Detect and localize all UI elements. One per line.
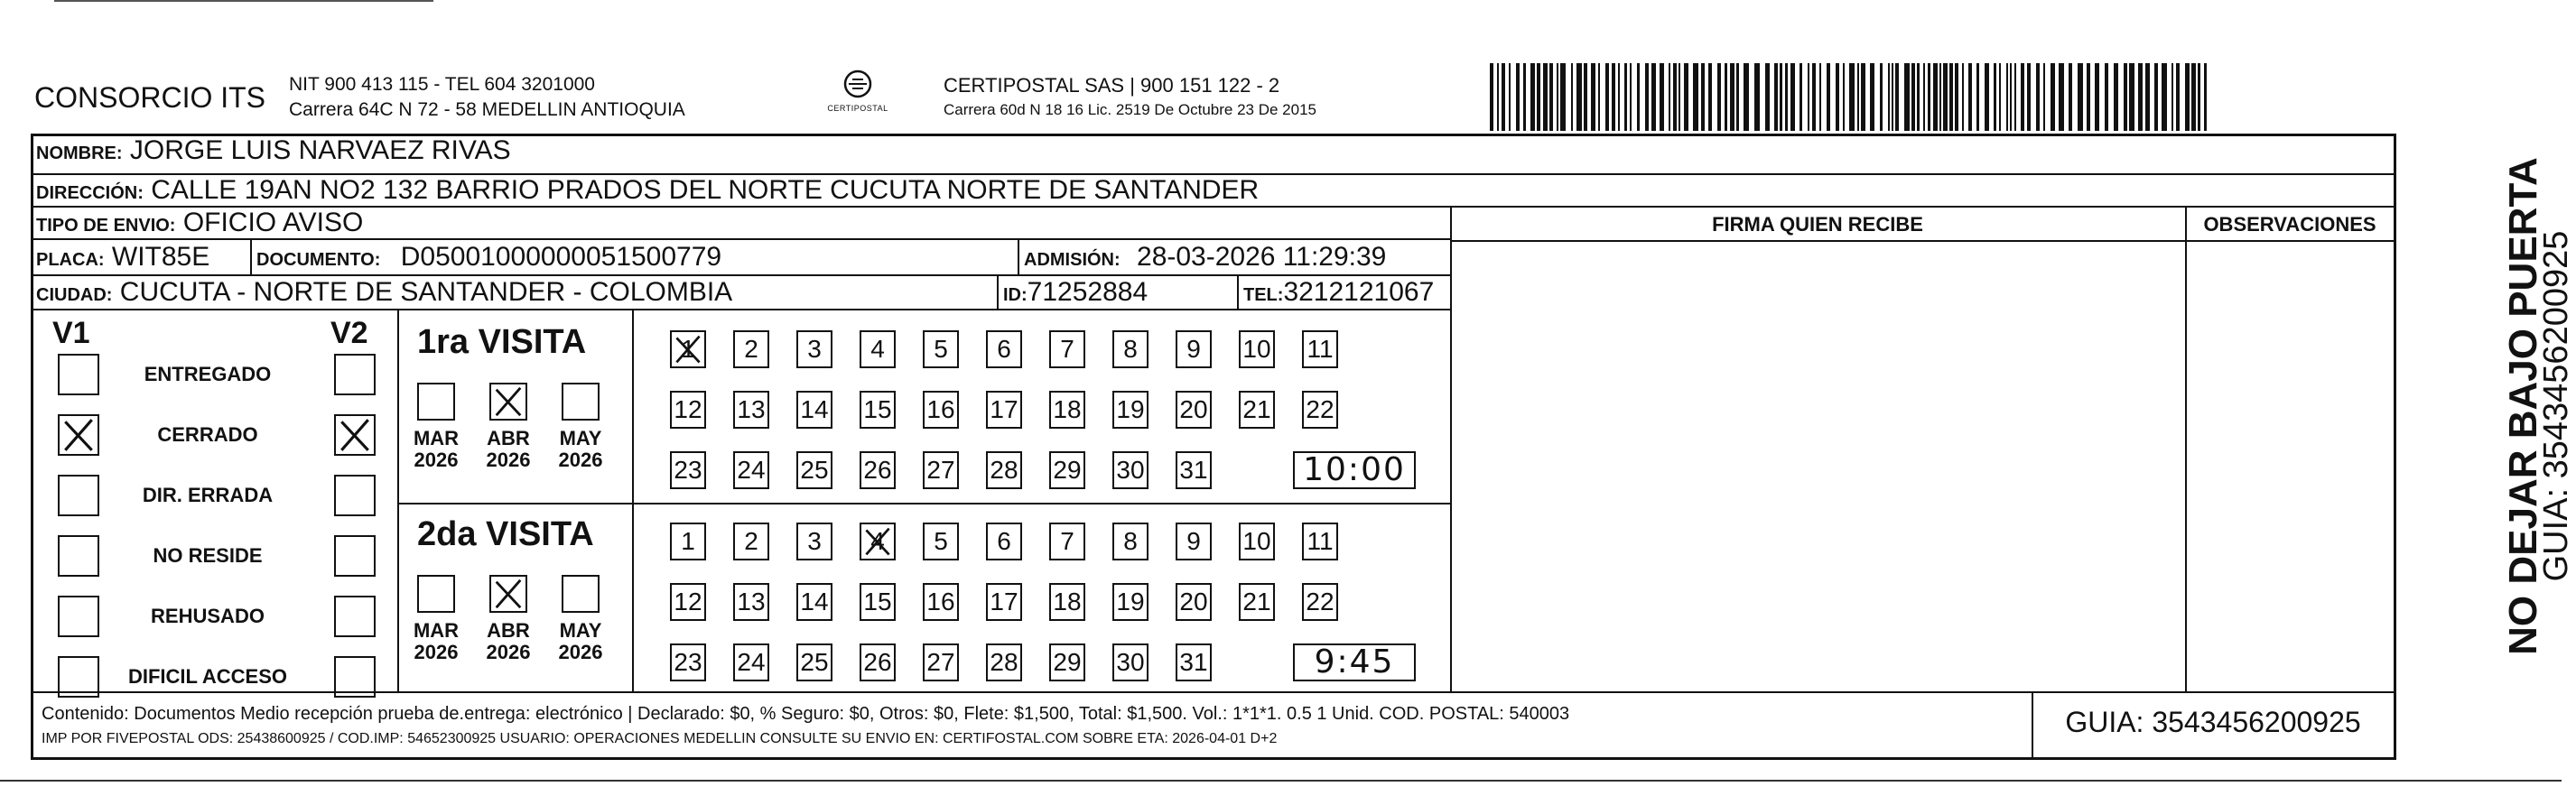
row-tipo [31,208,1452,240]
id [1003,277,1148,310]
barcode-bar [1584,63,1587,131]
divider [397,503,1452,504]
day-box[interactable]: 12 [670,583,706,621]
day-box[interactable]: 5 [923,523,959,560]
barcode-bar [2014,63,2016,131]
nit-line: NIT 900 413 115 - TEL 604 3201000 [289,74,595,95]
day-box[interactable]: 30 [1112,643,1149,681]
day-box[interactable]: 27 [923,451,959,489]
barcode-bar [1679,63,1680,131]
barcode-bar [1576,63,1582,131]
documento [256,242,721,275]
divider [997,276,999,309]
footer-content: Contenido: Documentos Medio recepción prueba de.entrega: electrónico | Declarado: $0, % Seguro: $0, Otros: $0, Flete: $1,500, Total: $1,500. Vol.: 1*1*1. 0.5 1 Unid. COD. POSTAL: 540003 [42,704,1570,724]
barcode-bar [2087,63,2090,131]
barcode-bar [1870,63,1874,131]
barcode-bar [1976,63,1979,131]
barcode-bar [2036,63,2040,131]
barcode-bar [1523,63,1526,131]
barcode-bar [1849,63,1855,131]
day-box[interactable]: 23 [670,643,706,681]
month-checkbox[interactable] [417,383,455,421]
day-box[interactable]: 24 [733,451,769,489]
footer-guia: GUIA: 3543456200925 [2065,706,2361,738]
barcode-bar [1943,63,1948,131]
barcode-bar [1843,63,1845,131]
barcode-bar [1939,63,1941,131]
day-box[interactable]: 25 [796,643,832,681]
tipo-label: TIPO DE ENVIO: [36,216,176,236]
v2-label: V2 [330,316,368,350]
month-checkbox[interactable] [489,383,527,421]
barcode-bar [1637,63,1640,131]
barcode-bar [2138,63,2143,131]
barcode-bar [1812,63,1816,131]
day-box[interactable]: 21 [1239,583,1275,621]
month-label: MAR 2026 [413,427,460,471]
status-label: DIR. ERRADA [142,484,274,506]
barcode-bar [2059,63,2064,131]
barcode-bar [2027,63,2031,131]
barcode-bar [2078,63,2083,131]
barcode-bar [1557,63,1558,131]
side-no-dejar: NO DEJAR BAJO PUERTA [2501,157,2545,655]
day-box[interactable]: 13 [733,391,769,429]
check-mark-icon [491,577,525,611]
ciudad-label: CIUDAD: [36,285,113,305]
barcode-bar [2010,63,2012,131]
barcode-bar [1968,63,1972,131]
divider [250,240,252,274]
day-box[interactable]: 12 [670,391,706,429]
row-placa [31,240,1452,276]
day-box[interactable]: 26 [860,451,896,489]
barcode-bar [1571,63,1573,131]
certipostal-license: Carrera 60d N 18 16 Lic. 2519 De Octubre 23 De 2015 [944,101,1316,118]
barcode-bar [1754,63,1760,131]
visit-title: 1ra VISITA [417,323,587,361]
day-box[interactable]: 8 [1112,330,1149,368]
barcode-bar [2114,63,2118,131]
day-box[interactable]: 27 [923,643,959,681]
barcode-bar [1933,63,1938,131]
barcode-bar [1765,63,1770,131]
status-v2-checkbox[interactable] [334,475,376,516]
status-v2-checkbox[interactable] [334,354,376,395]
barcode-bar [2204,63,2207,131]
barcode [1490,63,2212,131]
check-mark-icon [861,524,894,559]
barcode-bar [2021,63,2024,131]
day-box[interactable]: 20 [1176,583,1212,621]
day-box[interactable]: 17 [986,583,1022,621]
divider [31,691,2396,693]
row-nombre [31,135,2396,175]
day-box[interactable]: 14 [796,583,832,621]
barcode-bar [1693,63,1698,131]
barcode-bar [1605,63,1609,131]
barcode-bar [1949,63,1953,131]
barcode-bar [1904,63,1910,131]
month-label: MAR 2026 [413,619,460,663]
barcode-bar [1490,63,1493,131]
day-box[interactable]: 9 [1176,330,1212,368]
barcode-bar [1673,63,1677,131]
placa [36,242,209,275]
barcode-bar [1497,63,1499,131]
company-address: Carrera 64C N 72 - 58 MEDELLIN ANTIOQUIA [289,99,685,120]
month-label: ABR 2026 [486,619,531,663]
documento-value: D05001000000051500779 [400,242,722,272]
barcode-bar [1660,63,1664,131]
direccion-label: DIRECCIÓN: [36,183,144,203]
day-box[interactable]: 16 [923,391,959,429]
day-box[interactable]: 1 [670,523,706,560]
status-v2-checkbox[interactable] [334,535,376,577]
barcode-bar [2176,63,2180,131]
barcode-bar [1857,63,1859,131]
barcode-bar [1880,63,1883,131]
day-box[interactable]: 8 [1112,523,1149,560]
day-box[interactable]: 17 [986,391,1022,429]
day-box[interactable]: 28 [986,643,1022,681]
row-direccion [31,175,2396,208]
barcode-bar [1645,63,1649,131]
ciudad [36,277,732,310]
status-label: ENTREGADO [144,363,272,385]
barcode-bar [1624,63,1627,131]
day-box[interactable]: 7 [1049,523,1085,560]
ciudad-value: CUCUTA - NORTE DE SANTANDER - COLOMBIA [119,277,733,307]
firma-header: FIRMA QUIEN RECIBE [1712,213,1923,236]
barcode-bar [1917,63,1920,131]
v1-label: V1 [52,316,90,350]
nombre-label: NOMBRE: [36,143,123,163]
day-box[interactable]: 30 [1112,451,1149,489]
barcode-bar [2162,63,2167,131]
day-box[interactable]: 11 [1302,330,1338,368]
day-box[interactable]: 5 [923,330,959,368]
tipo-value: OFICIO AVISO [182,208,364,237]
day-box[interactable]: 29 [1049,643,1085,681]
barcode-bar [1928,63,1930,131]
barcode-bar [1892,63,1893,131]
day-box[interactable]: 15 [860,583,896,621]
day-box[interactable]: 11 [1302,523,1338,560]
placa-value: WIT85E [111,242,210,272]
day-box[interactable]: 7 [1049,330,1085,368]
barcode-bar [2185,63,2190,131]
tel [1243,277,1434,310]
barcode-bar [1730,63,1734,131]
status-v2-checkbox[interactable] [334,596,376,637]
day-box[interactable]: 2 [733,330,769,368]
barcode-bar [1861,63,1865,131]
barcode-bar [1774,63,1778,131]
day-box[interactable]: 22 [1302,583,1338,621]
day-box[interactable]: 4 [860,330,896,368]
status-label: CERRADO [157,423,258,446]
barcode-bar [2145,63,2150,131]
admision-value: 28-03-2026 11:29:39 [1137,242,1387,272]
check-mark-icon [491,384,525,419]
month-checkbox[interactable] [489,575,527,613]
barcode-bar [1560,63,1566,131]
barcode-bar [1530,63,1535,131]
month-checkbox[interactable] [562,575,600,613]
certipostal-logo [813,69,903,123]
status-label: DIFICIL ACCESO [127,665,287,688]
admision [1024,242,1386,275]
day-box[interactable]: 20 [1176,391,1212,429]
scan-artifact [0,780,2562,782]
footer-print-info: IMP POR FIVEPOSTAL ODS: 25438600925 / COD.IMP: 54652300925 USUARIO: OPERACIONES MEDELLIN CONSULTE SU ENVIO EN: CERTIFOSTAL.COM SOBRE ETA: 2026-04-01 D+2 [42,731,1278,746]
barcode-bar [1549,63,1553,131]
visit-time-box[interactable]: 9:45 [1293,643,1416,681]
barcode-bar [1911,63,1915,131]
barcode-bar [1708,63,1712,131]
visit-title: 2da VISITA [417,515,594,553]
barcode-bar [1509,63,1511,131]
tel-value: 3212121067 [1283,277,1435,307]
placa-label: PLACA: [36,250,105,270]
barcode-bar [2171,63,2173,131]
firma-area[interactable] [1452,242,2183,690]
barcode-bar [1725,63,1727,131]
divider [632,310,634,691]
barcode-bar [1736,63,1739,131]
barcode-bar [1955,63,1958,131]
status-label: REHUSADO [151,605,265,627]
barcode-bar [2124,63,2127,131]
day-box[interactable]: 15 [860,391,896,429]
barcode-bar [2198,63,2200,131]
barcode-bar [1717,63,1721,131]
tel-label: TEL: [1243,285,1284,305]
divider [397,310,399,691]
side-notice [2402,144,2575,686]
day-box[interactable]: 24 [733,643,769,681]
id-label: ID: [1003,285,1028,305]
day-box[interactable]: 31 [1176,451,1212,489]
observaciones-header: OBSERVACIONES [2203,213,2376,236]
day-box[interactable]: 10 [1239,523,1275,560]
barcode-bar [1785,63,1788,131]
barcode-bar [2105,63,2108,131]
day-box[interactable]: 4 [860,523,896,560]
barcode-bar [1543,63,1548,131]
visit-time-box[interactable]: 10:00 [1293,451,1416,489]
day-box[interactable]: 21 [1239,391,1275,429]
side-guia: GUIA: 3543456200925 [2537,230,2575,582]
day-box[interactable]: 18 [1049,391,1085,429]
month-label: MAY 2026 [558,619,603,663]
documento-label: DOCUMENTO: [256,250,381,270]
barcode-bar [1630,63,1632,131]
barcode-bar [2069,63,2072,131]
day-box[interactable]: 28 [986,451,1022,489]
day-box[interactable]: 6 [986,523,1022,560]
barcode-bar [2095,63,2099,131]
barcode-bar [1799,63,1802,131]
barcode-bar [1591,63,1595,131]
barcode-bar [1985,63,1989,131]
id-value: 71252884 [1027,277,1149,307]
day-box[interactable]: 22 [1302,391,1338,429]
check-mark-icon [336,416,374,454]
barcode-bar [1651,63,1656,131]
day-box[interactable]: 6 [986,330,1022,368]
day-box[interactable]: 18 [1049,583,1085,621]
barcode-bar [1502,63,1505,131]
observaciones-area[interactable] [2187,242,2393,690]
certipostal-line: CERTIPOSTAL SAS | 900 151 122 - 2 [944,74,1280,97]
barcode-bar [1836,63,1839,131]
day-box[interactable]: 13 [733,583,769,621]
month-checkbox[interactable] [562,383,600,421]
barcode-bar [1999,63,2001,131]
barcode-bar [1516,63,1520,131]
status-v2-checkbox[interactable] [334,414,376,456]
barcode-bar [1962,63,1964,131]
day-box[interactable]: 25 [796,451,832,489]
barcode-bar [2129,63,2134,131]
barcode-bar [1612,63,1615,131]
barcode-bar [1669,63,1670,131]
month-label: ABR 2026 [486,427,531,471]
scan-artifact [54,0,433,2]
barcode-bar [1895,63,1899,131]
barcode-bar [1744,63,1749,131]
day-box[interactable]: 14 [796,391,832,429]
company-name: CONSORCIO ITS [34,81,266,114]
row-ciudad [31,276,1452,310]
barcode-bar [1808,63,1809,131]
nombre-value: JORGE LUIS NARVAEZ RIVAS [129,135,511,165]
day-box[interactable]: 19 [1112,391,1149,429]
check-mark-icon [672,332,704,366]
logo-text: CERTIPOSTAL [827,104,888,113]
day-box[interactable]: 16 [923,583,959,621]
day-box[interactable]: 23 [670,451,706,489]
day-box[interactable]: 9 [1176,523,1212,560]
day-box[interactable]: 10 [1239,330,1275,368]
status-label: NO RESIDE [153,544,263,567]
divider [1018,240,1019,274]
barcode-bar [1827,63,1830,131]
barcode-bar [1537,63,1540,131]
barcode-bar [1684,63,1688,131]
barcode-bar [2051,63,2055,131]
day-box[interactable]: 26 [860,643,896,681]
admision-label: ADMISIÓN: [1024,250,1121,270]
barcode-bar [1923,63,1925,131]
day-box[interactable]: 19 [1112,583,1149,621]
barcode-bar [1701,63,1705,131]
barcode-bar [1819,63,1821,131]
day-box[interactable]: 31 [1176,643,1212,681]
barcode-bar [1780,63,1782,131]
day-box[interactable]: 1 [670,330,706,368]
barcode-bar [1598,63,1600,131]
day-box[interactable]: 2 [733,523,769,560]
barcode-bar [1790,63,1795,131]
barcode-bar [2006,63,2008,131]
barcode-bar [1994,63,1996,131]
day-box[interactable]: 3 [796,330,832,368]
day-box[interactable]: 29 [1049,451,1085,489]
barcode-bar [2191,63,2196,131]
day-box[interactable]: 3 [796,523,832,560]
barcode-bar [1888,63,1890,131]
barcode-bar [1618,63,1620,131]
barcode-bar [2154,63,2158,131]
month-checkbox[interactable] [417,575,455,613]
direccion-value: CALLE 19AN NO2 132 BARRIO PRADOS DEL NORTE CUCUTA NORTE DE SANTANDER [151,175,1260,205]
barcode-bar [2043,63,2045,131]
month-label: MAY 2026 [558,427,603,471]
divider [1237,276,1239,309]
